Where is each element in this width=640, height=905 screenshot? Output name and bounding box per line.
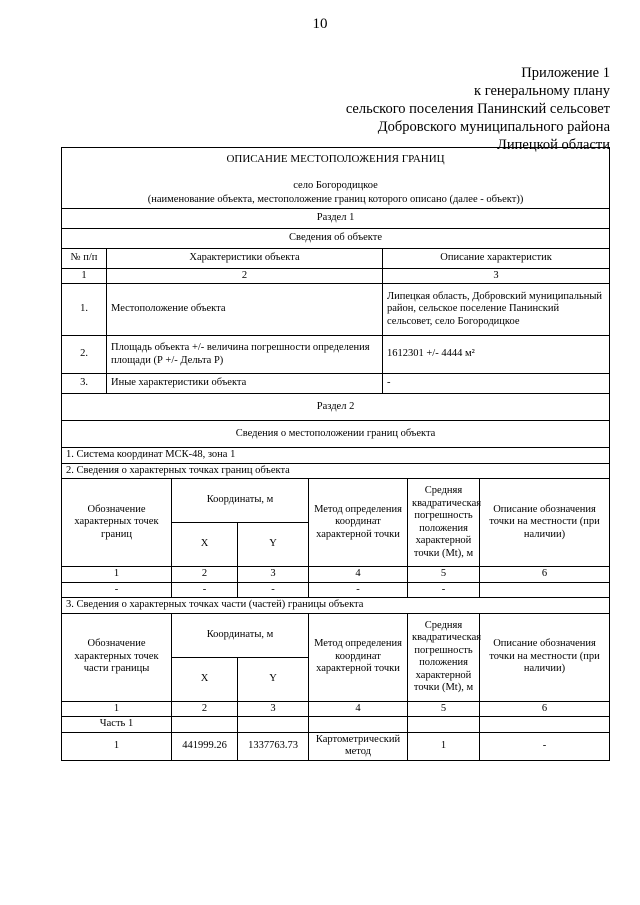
col-num: 1 bbox=[62, 701, 172, 717]
characteristic-value: 1612301 +/- 4444 м² bbox=[383, 336, 610, 374]
col-num: 5 bbox=[408, 701, 480, 717]
points-cell: - bbox=[238, 582, 309, 598]
section2-subtitle: Сведения о местоположении границ объекта bbox=[62, 421, 610, 448]
header-method: Метод определения координат характерной точки bbox=[309, 479, 408, 567]
col-num: 6 bbox=[480, 567, 610, 583]
object-note: (наименование объекта, местоположение границ которого описано (далее - объект)) bbox=[147, 194, 524, 205]
header-coordinates: Координаты, м bbox=[172, 613, 309, 657]
header-error: Средняя квадратическая погрешность положения характерной точки (Mt), м bbox=[408, 613, 480, 701]
col-num: 5 bbox=[408, 567, 480, 583]
row-number: 1. bbox=[62, 284, 107, 336]
object-name: село Богородицкое bbox=[293, 179, 378, 191]
characteristic-name: Иные характеристики объекта bbox=[107, 374, 383, 394]
col-num: 2 bbox=[172, 701, 238, 717]
header-y: Y bbox=[238, 523, 309, 567]
part-point-description: - bbox=[480, 732, 610, 760]
empty-cell bbox=[408, 717, 480, 733]
appendix-line: Липецкой области bbox=[497, 137, 610, 153]
part-point-error: 1 bbox=[408, 732, 480, 760]
empty-cell bbox=[309, 717, 408, 733]
header-method: Метод определения координат характерной точки bbox=[309, 613, 408, 701]
appendix-line: к генеральному плану bbox=[474, 83, 610, 99]
col-num: 6 bbox=[480, 701, 610, 717]
section1-title: Раздел 1 bbox=[62, 208, 610, 228]
part-label: Часть 1 bbox=[62, 717, 172, 733]
part-point-y: 1337763.73 bbox=[238, 732, 309, 760]
header-point-description: Описание обозначения точки на местности (при наличии) bbox=[480, 479, 610, 567]
points-title: 2. Сведения о характерных точках границ объекта bbox=[62, 463, 610, 479]
empty-cell bbox=[480, 717, 610, 733]
characteristic-value: Липецкая область, Добровский муниципальный район, сельское поселение Панинский сельсовет, село Богородицкое bbox=[383, 284, 610, 336]
empty-cell bbox=[238, 717, 309, 733]
parts-title: 3. Сведения о характерных точках части (частей) границы объекта bbox=[62, 598, 610, 614]
document-title-block bbox=[62, 148, 610, 209]
header-y: Y bbox=[238, 657, 309, 701]
points-cell: - bbox=[408, 582, 480, 598]
document-title: ОПИСАНИЕ МЕСТОПОЛОЖЕНИЯ ГРАНИЦ bbox=[226, 153, 445, 165]
col-num: 3 bbox=[238, 567, 309, 583]
points-cell: - bbox=[309, 582, 408, 598]
characteristic-name: Площадь объекта +/- величина погрешности определения площади (Р +/- Дельта Р) bbox=[107, 336, 383, 374]
empty-cell bbox=[172, 717, 238, 733]
part-point-id: 1 bbox=[62, 732, 172, 760]
header-point-designation: Обозначение характерных точек границ bbox=[62, 479, 172, 567]
header-part-designation: Обозначение характерных точек части границы bbox=[62, 613, 172, 701]
points-cell: - bbox=[172, 582, 238, 598]
row-number: 3. bbox=[62, 374, 107, 394]
boundary-description-table bbox=[61, 147, 610, 761]
appendix-line: Приложение 1 bbox=[521, 65, 610, 81]
part-point-method: Картометрический метод bbox=[309, 732, 408, 760]
points-cell: - bbox=[62, 582, 172, 598]
header-x: X bbox=[172, 523, 238, 567]
row-number: 2. bbox=[62, 336, 107, 374]
coordinate-system: 1. Система координат МСК-48, зона 1 bbox=[62, 448, 610, 464]
col-num: 3 bbox=[238, 701, 309, 717]
characteristic-value: - bbox=[383, 374, 610, 394]
col-num: 1 bbox=[62, 567, 172, 583]
page-number: 10 bbox=[312, 16, 328, 32]
header-num: 3 bbox=[383, 268, 610, 284]
header-characteristics: Характеристики объекта bbox=[107, 248, 383, 268]
header-error: Средняя квадратическая погрешность положения характерной точки (Mt), м bbox=[408, 479, 480, 567]
section2-title: Раздел 2 bbox=[62, 394, 610, 421]
appendix-line: Добровского муниципального района bbox=[377, 119, 610, 135]
appendix-header bbox=[190, 64, 610, 154]
col-num: 4 bbox=[309, 567, 408, 583]
characteristic-name: Местоположение объекта bbox=[107, 284, 383, 336]
header-description: Описание характеристик bbox=[383, 248, 610, 268]
points-cell bbox=[480, 582, 610, 598]
part-point-x: 441999.26 bbox=[172, 732, 238, 760]
header-num: 1 bbox=[62, 268, 107, 284]
col-num: 4 bbox=[309, 701, 408, 717]
appendix-line: сельского поселения Панинский сельсовет bbox=[345, 101, 610, 117]
header-number: № п/п bbox=[62, 248, 107, 268]
header-coordinates: Координаты, м bbox=[172, 479, 309, 523]
section1-subtitle: Сведения об объекте bbox=[62, 228, 610, 248]
header-point-description: Описание обозначения точки на местности (при наличии) bbox=[480, 613, 610, 701]
header-num: 2 bbox=[107, 268, 383, 284]
col-num: 2 bbox=[172, 567, 238, 583]
header-x: X bbox=[172, 657, 238, 701]
